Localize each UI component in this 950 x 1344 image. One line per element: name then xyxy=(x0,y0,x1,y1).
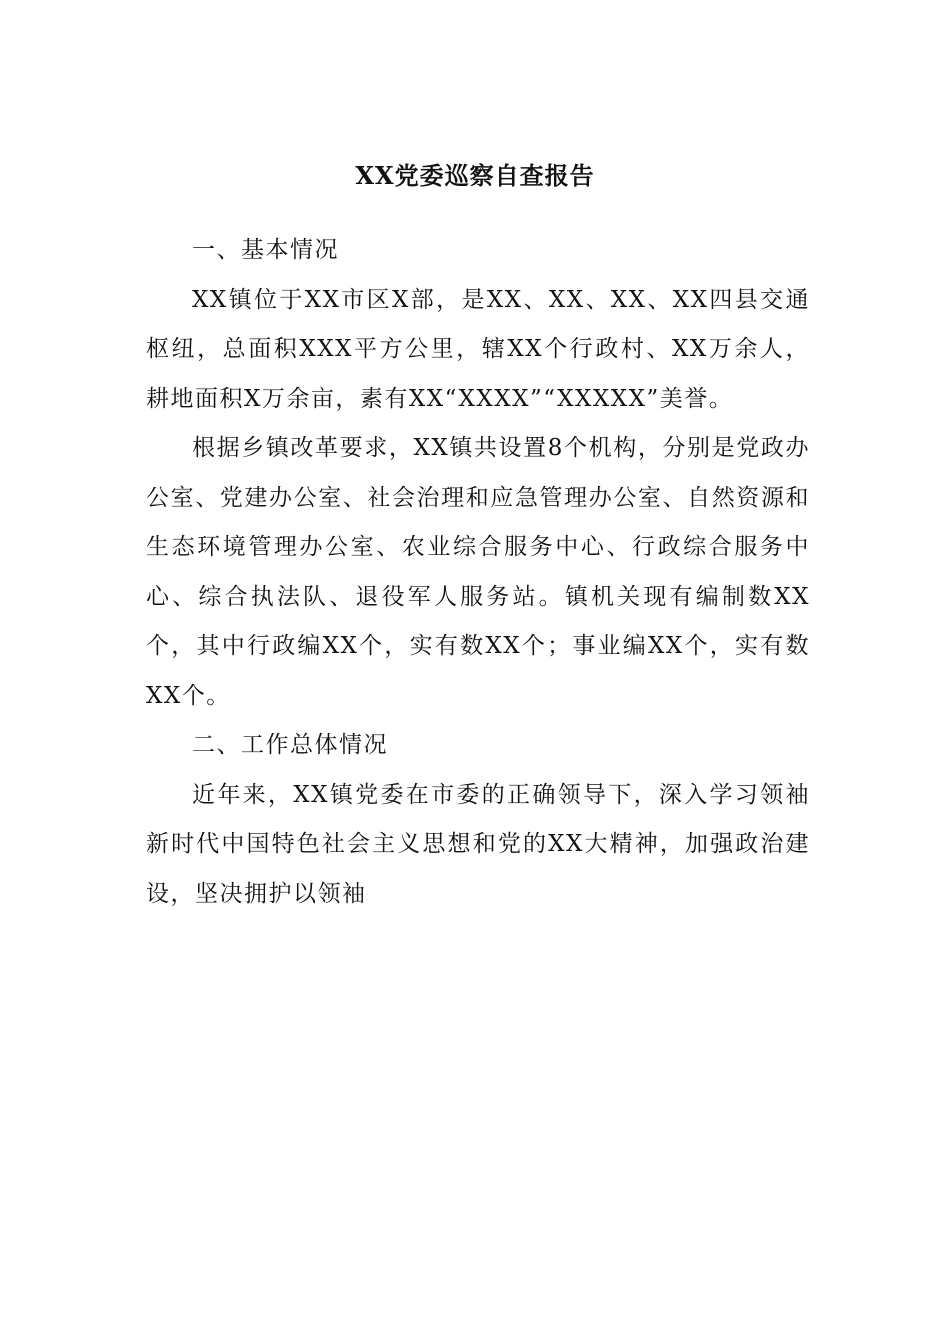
document-title: XX党委巡察自查报告 xyxy=(355,161,595,190)
paragraph-recent-work: 近年来，XX镇党委在市委的正确领导下，深入学习领袖新时代中国特色社会主义思想和党的XX大精神，加强政治建设，坚决拥护以领袖 xyxy=(146,781,810,907)
document-body xyxy=(146,226,810,919)
section-heading-overall-work: 二、工作总体情况 xyxy=(192,732,388,758)
paragraph-town-overview: XX镇位于XX市区X部，是XX、XX、XX、XX四县交通枢纽，总面积XXX平方公里，辖XX个行政村、XX万余人，耕地面积X万余亩，素有XX“XXXX”“XXXXX”美誉。 xyxy=(146,286,810,412)
paragraph-institutions: 根据乡镇改革要求，XX镇共设置8个机构，分别是党政办公室、党建办公室、社会治理和应急管理办公室、自然资源和生态环境管理办公室、农业综合服务中心、行政综合服务中心、综合执法队、退役军人服务站。镇机关现有编制数XX个，其中行政编XX个，实有数XX个；事业编XX个，实有数XX个。 xyxy=(146,435,810,709)
section-heading-basic-situation: 一、基本情况 xyxy=(192,237,339,263)
